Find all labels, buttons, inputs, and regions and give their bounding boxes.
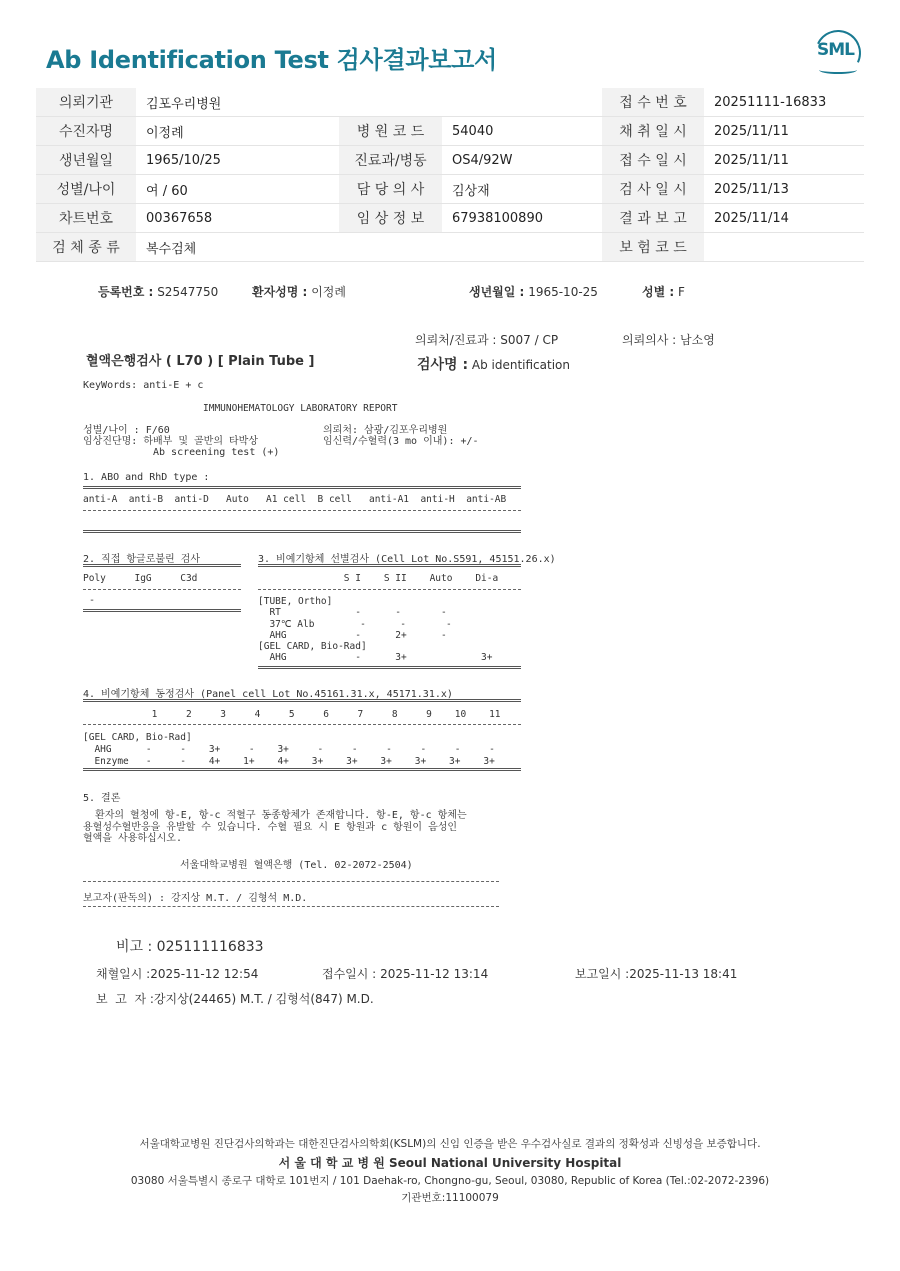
conclusion-line: 용혈성수혈반응을 유발할 수 있습니다. 수혈 필요 시 E 항원과 c 항원이 음성인: [83, 821, 458, 833]
name-value: 이정례: [311, 285, 346, 299]
report-sex-age: 성별/나이 : F/60: [83, 425, 170, 436]
report-diagnosis2: Ab screening test (+): [153, 447, 280, 458]
info-value: 2025/11/14: [704, 204, 864, 233]
info-value: 2025/11/11: [704, 117, 864, 146]
report-title: Ab Identification Test 검사결과보고서: [46, 46, 497, 74]
info-label: 의뢰기관: [36, 88, 136, 117]
info-row: [36, 146, 864, 175]
bottom-reporter-line: [96, 990, 374, 1007]
test-title: 혈액은행검사 ( L70 ) [ Plain Tube ]: [86, 354, 315, 369]
dob-value: 1965-10-25: [528, 285, 598, 299]
section-dat: 2. 직접 항글로불린 검사: [83, 554, 201, 565]
info-row: [36, 233, 864, 262]
screen-header: S I S II Auto Di-a: [258, 573, 499, 584]
info-label: 차트번호: [36, 204, 136, 233]
info-label: 진료과/병동: [339, 146, 442, 175]
name-label: 환자성명 :: [252, 285, 308, 299]
divider: [83, 699, 521, 702]
report-time-label: 보고일시 :: [575, 967, 630, 981]
info-label: 생년월일: [36, 146, 136, 175]
panel-rows: [83, 732, 495, 768]
collect-label: 채혈일시 :: [96, 967, 151, 981]
collect-line: [96, 965, 258, 982]
dat-value: -: [83, 595, 96, 606]
info-label: 채 취 일 시: [602, 117, 704, 146]
section-screen: 3. 비예기항체 선별검사 (Cell Lot No.S591, 45151.26.x): [258, 554, 556, 565]
section-abo: 1. ABO and RhD type :: [83, 472, 210, 483]
receive-value: 2025-11-12 13:14: [380, 967, 489, 981]
info-value: 67938100890: [442, 204, 602, 233]
collect-value: 2025-11-12 12:54: [150, 967, 259, 981]
sml-logo: [813, 30, 863, 76]
section-panel: 4. 비예기항체 동정검사 (Panel cell Lot No.45161.31.x, 45171.31.x): [83, 689, 453, 700]
screen-row: AHG - 3+ 3+: [258, 652, 493, 664]
divider: [83, 589, 241, 590]
abo-header: anti-A anti-B anti-D Auto A1 cell B cell anti-A1 anti-H anti-AB: [83, 494, 507, 505]
info-row: [36, 175, 864, 204]
report-time-value: 2025-11-13 18:41: [629, 967, 738, 981]
info-label: 접 수 일 시: [602, 146, 704, 175]
info-label: 임 상 정 보: [339, 204, 442, 233]
report-reporter: 보고자(판독의) : 강지상 M.T. / 김형석 M.D.: [83, 893, 308, 904]
screen-row: RT - - -: [258, 607, 447, 619]
info-label: 담 당 의 사: [339, 175, 442, 204]
footer-hospital: 서 울 대 학 교 병 원 Seoul National University Hospital: [278, 1156, 622, 1170]
info-value: 복수검체: [136, 233, 339, 262]
receive-label: 접수일시 :: [322, 967, 377, 981]
report-requester: 의뢰처: 삼광/김포우리병원: [323, 425, 448, 436]
note-label: 비고 :: [116, 939, 153, 955]
divider: [83, 768, 521, 771]
info-value: 이정례: [136, 117, 339, 146]
info-row: [36, 117, 864, 146]
info-label: 수진자명: [36, 117, 136, 146]
divider: [83, 564, 241, 567]
report-diagnosis: 임상진단명: 하배부 및 골반의 타박상: [83, 436, 259, 447]
info-value: 1965/10/25: [136, 146, 339, 175]
panel-row: Enzyme - - 4+ 1+ 4+ 3+ 3+ 3+ 3+ 3+ 3+: [83, 756, 495, 767]
info-label: [339, 233, 442, 262]
panel-row: [GEL CARD, Bio-Rad]: [83, 732, 192, 743]
divider: [83, 906, 499, 907]
info-value: 54040: [442, 117, 602, 146]
patient-info-table: [36, 88, 864, 262]
reg-value: S2547750: [157, 285, 219, 299]
sex-value: F: [678, 285, 685, 299]
info-value: [704, 233, 864, 262]
divider: [83, 609, 241, 612]
test-name-value: Ab identification: [471, 358, 570, 372]
report-heading: IMMUNOHEMATOLOGY LABORATORY REPORT: [203, 403, 398, 414]
divider: [258, 666, 521, 669]
info-row: [36, 88, 864, 117]
info-value: [442, 88, 602, 117]
section-conclusion: 5. 결론: [83, 793, 121, 804]
logo-swoosh-icon: [819, 66, 857, 74]
report-time-line: [575, 965, 737, 982]
info-value: 여 / 60: [136, 175, 339, 204]
report-request-block: [323, 425, 479, 447]
note-value: 025111116833: [156, 939, 264, 955]
patient-dob: [469, 283, 598, 300]
divider: [83, 881, 499, 882]
report-patient-block: [83, 425, 279, 458]
bottom-reporter-label: 보 고 자 :: [96, 992, 154, 1006]
order-dept: 의뢰처/진료과 : S007 / CP: [415, 333, 559, 347]
info-label: 보 험 코 드: [602, 233, 704, 262]
screen-row: AHG - 2+ -: [258, 629, 447, 641]
patient-name: [252, 283, 346, 300]
divider: [83, 510, 521, 511]
dat-header: Poly IgG C3d: [83, 573, 198, 584]
info-value: [442, 233, 602, 262]
divider: [83, 486, 521, 489]
sex-label: 성별 :: [642, 285, 675, 299]
logo-text: SML: [817, 40, 854, 60]
info-label: 성별/나이: [36, 175, 136, 204]
info-label: [339, 88, 442, 117]
panel-row: AHG - - 3+ - 3+ - - - - - -: [83, 744, 495, 755]
note-line: [116, 936, 264, 956]
info-label: 병 원 코 드: [339, 117, 442, 146]
divider: [83, 530, 521, 533]
info-value: 00367658: [136, 204, 339, 233]
divider: [258, 564, 521, 567]
info-value: 2025/11/11: [704, 146, 864, 175]
info-value: OS4/92W: [442, 146, 602, 175]
screen-rows: [258, 596, 493, 664]
info-label: 검 체 종 류: [36, 233, 136, 262]
footer-institution-no: 기관번호:11100079: [401, 1192, 499, 1204]
conclusion-line: 환자의 혈청에 항-E, 항-c 적혈구 동종항체가 존재합니다. 항-E, 항-c 항체는: [83, 810, 467, 821]
screen-row: [TUBE, Ortho]: [258, 596, 333, 607]
reg-label: 등록번호 :: [98, 285, 154, 299]
dob-label: 생년월일 :: [469, 285, 525, 299]
info-value: 2025/11/13: [704, 175, 864, 204]
info-value: 20251111-16833: [704, 88, 864, 117]
patient-sex: [642, 283, 685, 300]
divider: [83, 724, 521, 725]
patient-line: [98, 283, 218, 300]
conclusion-text: [83, 810, 467, 845]
info-value: 김포우리병원: [136, 88, 339, 117]
blood-bank-line: 서울대학교병원 혈액은행 (Tel. 02-2072-2504): [180, 860, 413, 871]
info-row: [36, 204, 864, 233]
order-doctor: 의뢰의사 : 남소영: [622, 333, 715, 347]
keywords: KeyWords: anti-E + c: [83, 380, 204, 391]
info-value: 김상재: [442, 175, 602, 204]
conclusion-line: 혈액을 사용하십시오.: [83, 833, 182, 844]
info-label: 접 수 번 호: [602, 88, 704, 117]
footer-certification: 서울대학교병원 진단검사의학과는 대한진단검사의학회(KSLM)의 신임 인증을 받은 우수검사실로 결과의 정확성과 신빙성을 보증합니다.: [139, 1138, 761, 1150]
panel-header: 1 2 3 4 5 6 7 8 9 10 11: [83, 709, 501, 720]
report-pregnancy: 임신력/수혈력(3 mo 이내): +/-: [323, 436, 479, 447]
receive-line: [322, 965, 488, 982]
info-label: 검 사 일 시: [602, 175, 704, 204]
screen-row: [GEL CARD, Bio-Rad]: [258, 641, 367, 653]
info-label: 결 과 보 고: [602, 204, 704, 233]
divider: [258, 589, 521, 590]
test-name-label: 검사명 :: [417, 357, 469, 373]
screen-row: 37℃ Alb - - -: [258, 618, 452, 630]
footer-address: 03080 서울특별시 종로구 대학로 101번지 / 101 Daehak-ro, Chongno-gu, Seoul, 03080, Republic of Korea (Tel.:02-2072-2396): [130, 1175, 770, 1187]
test-name: [417, 354, 570, 374]
bottom-reporter-value: 강지상(24465) M.T. / 김형석(847) M.D.: [153, 992, 374, 1006]
